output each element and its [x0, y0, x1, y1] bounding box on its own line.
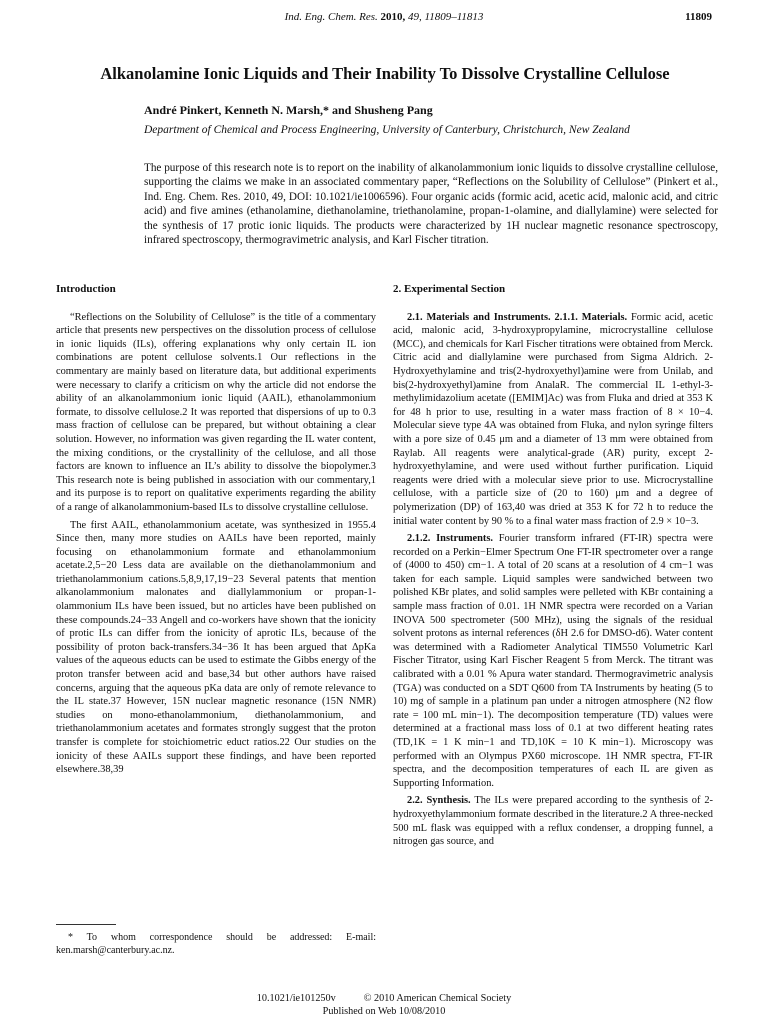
page-footer: [0, 993, 768, 1018]
correspondence-footnote: * To whom correspondence should be addressed: E-mail: ken.marsh@canterbury.ac.nz.: [56, 924, 376, 957]
abstract: The purpose of this research note is to report on the inability of alkanolammonium ionic liquids to dissolve crystalline cellulose, supporting the claims we make in an associated commentary paper, “Reflections on the Solubility of Cellulose” (Pinkert et al., Ind. Eng. Chem. Res. 2010, 49, DOI: 10.1021/ie1006596). Four organic acids (formic acid, acetic acid, malonic acid, and citric acid) and five amines (ethanolamine, diethanolamine, triethanolamine, propan-1-olamine, and diallylamine) were selected for the synthesis of 17 protic ionic liquids. The products were characterized by 1H nuclear magnetic resonance spectroscopy, infrared spectroscopy, thermogravimetric analysis, and Karl Fischer titration.: [144, 162, 718, 247]
materials-paragraph: 2.1. Materials and Instruments. 2.1.1. Materials. Formic acid, acetic acid, malonic acid, 3-hydroxypropylamine, microcrystalline cellulose (MCC), and chemicals for Karl Fischer titrations were obtained from Merck. Citric acid and diallylamine were purchased from Sigma Aldrich. 2-Hydroxyethylamine and tris(2-hydroxyethyl)amine were from Unilab, and bis(2-hydroxyethyl)amine from AnalaR. The commercial IL 1-ethyl-3-methylimidazolium acetate ([EMIM]Ac) was from Fluka and dried at 353 K for 48 h prior to use, resulting in a water mass fraction of 8 × 10−4. Molecular sieve type 4A was obtained from Fluka, and nylon syringe filters with a pore size of 0.45 μm and a diameter of 13 mm were obtained from Raylab. All reagents were analytical-grade (AR) purity, except 2-hydroxyethylamine, and were used without further purification. Liquid reagents were dried with a molecular sieve prior to use. Microcrystalline cellulose, with a particle size of (20 to 160) μm and a degree of polymerization (DP) of 163,40 was dried at 353 K for 72 h to reduce the initial water content by 90 % to a final water mass fraction of 2.9 × 10−3.: [393, 311, 713, 527]
affiliation: Department of Chemical and Process Engineering, University of Canterbury, Christchurch, New Zealand: [144, 124, 630, 136]
instruments-subheading: 2.1.2. Instruments.: [407, 533, 494, 545]
instruments-paragraph: 2.1.2. Instruments. Fourier transform infrared (FT-IR) spectra were recorded on a Perkin−Elmer Spectrum One FT-IR spectrometer over a range of (4000 to 450) cm−1. A total of 20 scans at a resolution of 4 cm−1 was taken for each sample. Liquid samples were sandwiched between two polished KBr plates, and solid samples were pelleted with KBr containing a sample mass fraction of 0.01. 1H NMR spectra were recorded on a Varian INOVA 500 spectrometer (500 MHz), using the signals of the residual solvent protons as internal references (δH 2.6 for DMSO-d6). Water content was determined with a Radiometer Analytical TIM550 Volumetric Karl Fischer Titrator, using Karl Fischer Reagent 5 from Merck. The titrant was calibrated with a 0.01 % Apura water standard. Thermogravimetric analysis (TGA) was conducted on a SDT Q600 from TA Instruments by heating (5 to 10) mg of sample in a platinum pan under a nitrogen atmosphere (N2 flow rate = 100 mL min−1). The decomposition temperature (TD) values were determined at a fractional mass loss of 0.1 at two different heating rates (TD,1K = 1 K min−1 and TD,10K = 10 K min−1). Microscopy was performed with an Olympus PX60 microscope. 1H NMR spectra, FT-IR spectra, and the decomposition temperatures of each IL are given as Supporting Information.: [393, 533, 714, 789]
introduction-heading: Introduction: [56, 283, 116, 295]
authors: André Pinkert, Kenneth N. Marsh,* and Shusheng Pang: [144, 103, 433, 117]
left-column: [56, 283, 376, 777]
right-column: [393, 283, 713, 849]
page-number: 11809: [685, 11, 712, 23]
copyright: © 2010 American Chemical Society: [363, 993, 512, 1004]
intro-paragraph-1: “Reflections on the Solubility of Cellulose” is the title of a commentary article that presents new perspectives on the dissolution process of cellulose in ionic liquids (ILs), offering explanations why only certain IL ion combinations are potent cellulose solvents.1 Our reflections in the commentary are mainly based on literature data, but additional experiments were necessary to clarify a criticism on why the article did not endorse the ability of an alkanolammonium ionic liquid (AAIL), ethanolammonium formate, to dissolve cellulose.2 It was reported that dispersions of up to 0.3 mass fraction of cellulose can be prepared, but without obtaining a clear solution. However, no information was given regarding the IL water content, the mixing conditions, or the crystallinity of the cellulose, and all those factors are known to influence an IL’s ability to dissolve the biopolymer.3 This research note is being published in association with our commentary,1 and its purpose is to report on qualitative experiments regarding the ability of a range of alkanolammonium-based ILs to dissolve crystalline cellulose.: [56, 311, 376, 513]
footnote-rule: [56, 924, 116, 925]
materials-subheading: 2.1. Materials and Instruments. 2.1.1. Materials.: [407, 311, 628, 323]
synthesis-paragraph: 2.2. Synthesis. The ILs were prepared according to the synthesis of 2-hydroxyethylammonium formate described in the literature.2 A three-necked 500 mL flask was equipped with a reflux condenser, a dropping funnel, a nitrogen gas source, and: [393, 795, 713, 848]
journal-citation: Ind. Eng. Chem. Res. 2010, 49, 11809–11813: [284, 11, 484, 23]
synthesis-subheading: 2.2. Synthesis.: [407, 795, 471, 807]
intro-paragraph-2: The first AAIL, ethanolammonium acetate, was synthesized in 1955.4 Since then, many more studies on AAILs have been reported, mainly focusing on ethanolammonium formate and ethanolammonium acetate.2,5−20 Less data are available on the diethanolammonium and triethanolammonium cations.5,8,9,17,19−23 Several patents that mention alkanolammonium malonates and diallylammonium or propan-1-olammonium ILs have been issued, but no articles have been published on these compounds.24−33 Angell and co-workers have shown that the ionicity of protic ILs can differ from the ionicity of aprotic ILs, because of the possibility of proton back-transfers.34−36 It has been argued that ΔpKa values of the aqueous educts can be used to estimate the Gibbs energy of the proton transfer between acid and base,34 but other authors have raised concerns, arguing that the aqueous pKa data are only of remote relevance to the IL state.37 However, 15N nuclear magnetic resonance (15N NMR) studies on mono-ethanolammonium, diethanolammonium, and triethanolammonium acetates and formates strongly suggest that the proton transfer is complete for stoichiometric educt ratios.22 Our studies on the ionicity of these AAILs support these findings, and have been reported elsewhere.38,39: [56, 519, 376, 776]
doi: 10.1021/ie101250v: [256, 993, 336, 1004]
article-title: Alkanolamine Ionic Liquids and Their Inability To Dissolve Crystalline Cellulose: [100, 64, 670, 83]
publication-date: Published on Web 10/08/2010: [322, 1005, 446, 1017]
experimental-heading: 2. Experimental Section: [393, 283, 506, 295]
running-header: [0, 8, 768, 28]
